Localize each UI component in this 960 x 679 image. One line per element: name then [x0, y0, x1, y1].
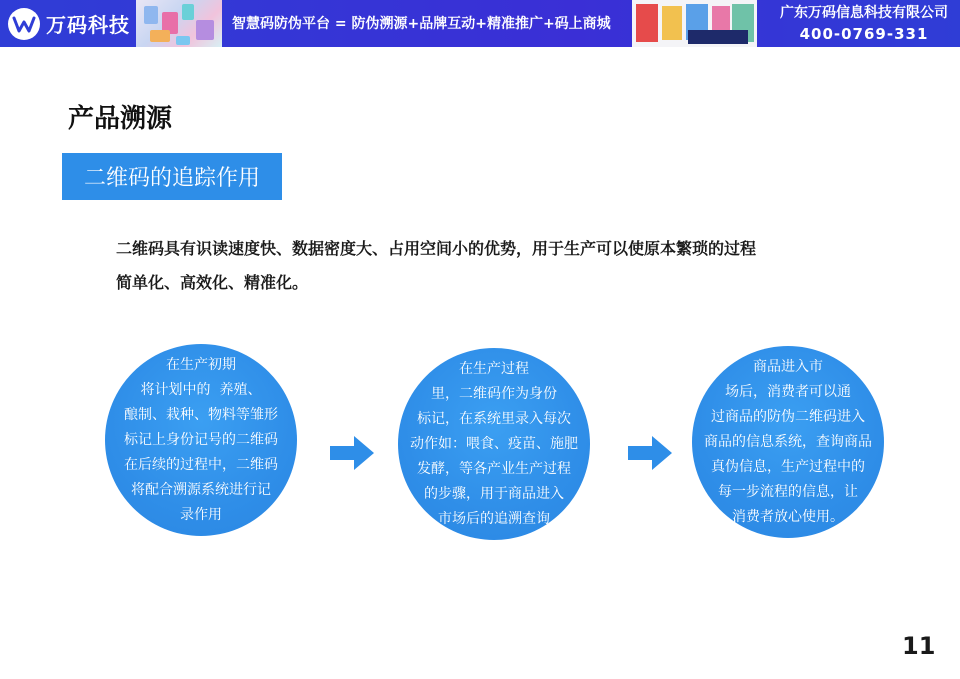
company-name: 广东万码信息科技有限公司 [780, 5, 948, 21]
step-line: 市场后的追溯查询 [438, 510, 550, 527]
step-line: 在后续的过程中，二维码 [124, 456, 278, 473]
mall-screens-image [632, 0, 757, 47]
intro-paragraph [116, 232, 886, 300]
step-line: 发酵，等各产业生产过程 [417, 460, 571, 477]
step-line: 里，二维码作为身份 [431, 385, 557, 402]
step-line: 动作如：喂食、疫苗、施肥 [410, 435, 578, 452]
step-line: 在生产初期 [166, 356, 236, 373]
logo-mark-icon [8, 8, 40, 40]
step-line: 场后，消费者可以通 [725, 383, 851, 400]
step-line: 商品进入市 [753, 358, 823, 375]
step-line: 每一步流程的信息，让 [718, 483, 858, 500]
step-line: 商品的信息系统，查询商品 [704, 433, 872, 450]
step-line: 标记，在系统里录入每次 [417, 410, 571, 427]
step-line: 的步骤，用于商品进入 [424, 485, 564, 502]
section-label: 二维码的追踪作用 [62, 153, 282, 200]
step-line: 标记上身份记号的二维码 [124, 431, 278, 448]
step-circle-market [692, 346, 884, 538]
intro-line: 简单化、高效化、精准化。 [116, 273, 309, 292]
step-circle-production-start [105, 344, 297, 536]
company-info [768, 3, 960, 45]
brand-logo[interactable] [8, 6, 130, 41]
brand-name: 万码科技 [46, 13, 130, 37]
page-title: 产品溯源 [68, 104, 173, 134]
intro-line: 二维码具有识读速度快、数据密度大、占用空间小的优势，用于生产可以使原本繁琐的过程 [116, 239, 757, 258]
step-line: 消费者放心使用。 [732, 508, 844, 525]
step-line: 酿制、栽种、物料等雏形 [124, 406, 278, 423]
step-line: 录作用 [180, 506, 222, 523]
step-circle-production-process [398, 348, 590, 540]
step-line: 过商品的防伪二维码进入 [711, 408, 865, 425]
step-line: 将计划中的 养殖、 [140, 381, 262, 398]
step-line: 真伪信息，生产过程中的 [711, 458, 865, 475]
product-collage-image [136, 0, 222, 47]
company-phone[interactable]: 400-0769-331 [799, 25, 929, 43]
page-number: 11 [902, 632, 936, 660]
right-arrow-icon [330, 436, 374, 470]
header-bar [0, 0, 960, 47]
right-arrow-icon [628, 436, 672, 470]
step-line: 在生产过程 [459, 360, 529, 377]
header-slogan: 智慧码防伪平台 = 防伪溯源+品牌互动+精准推广+码上商城 [232, 16, 611, 32]
step-line: 将配合溯源系统进行记 [131, 481, 271, 498]
